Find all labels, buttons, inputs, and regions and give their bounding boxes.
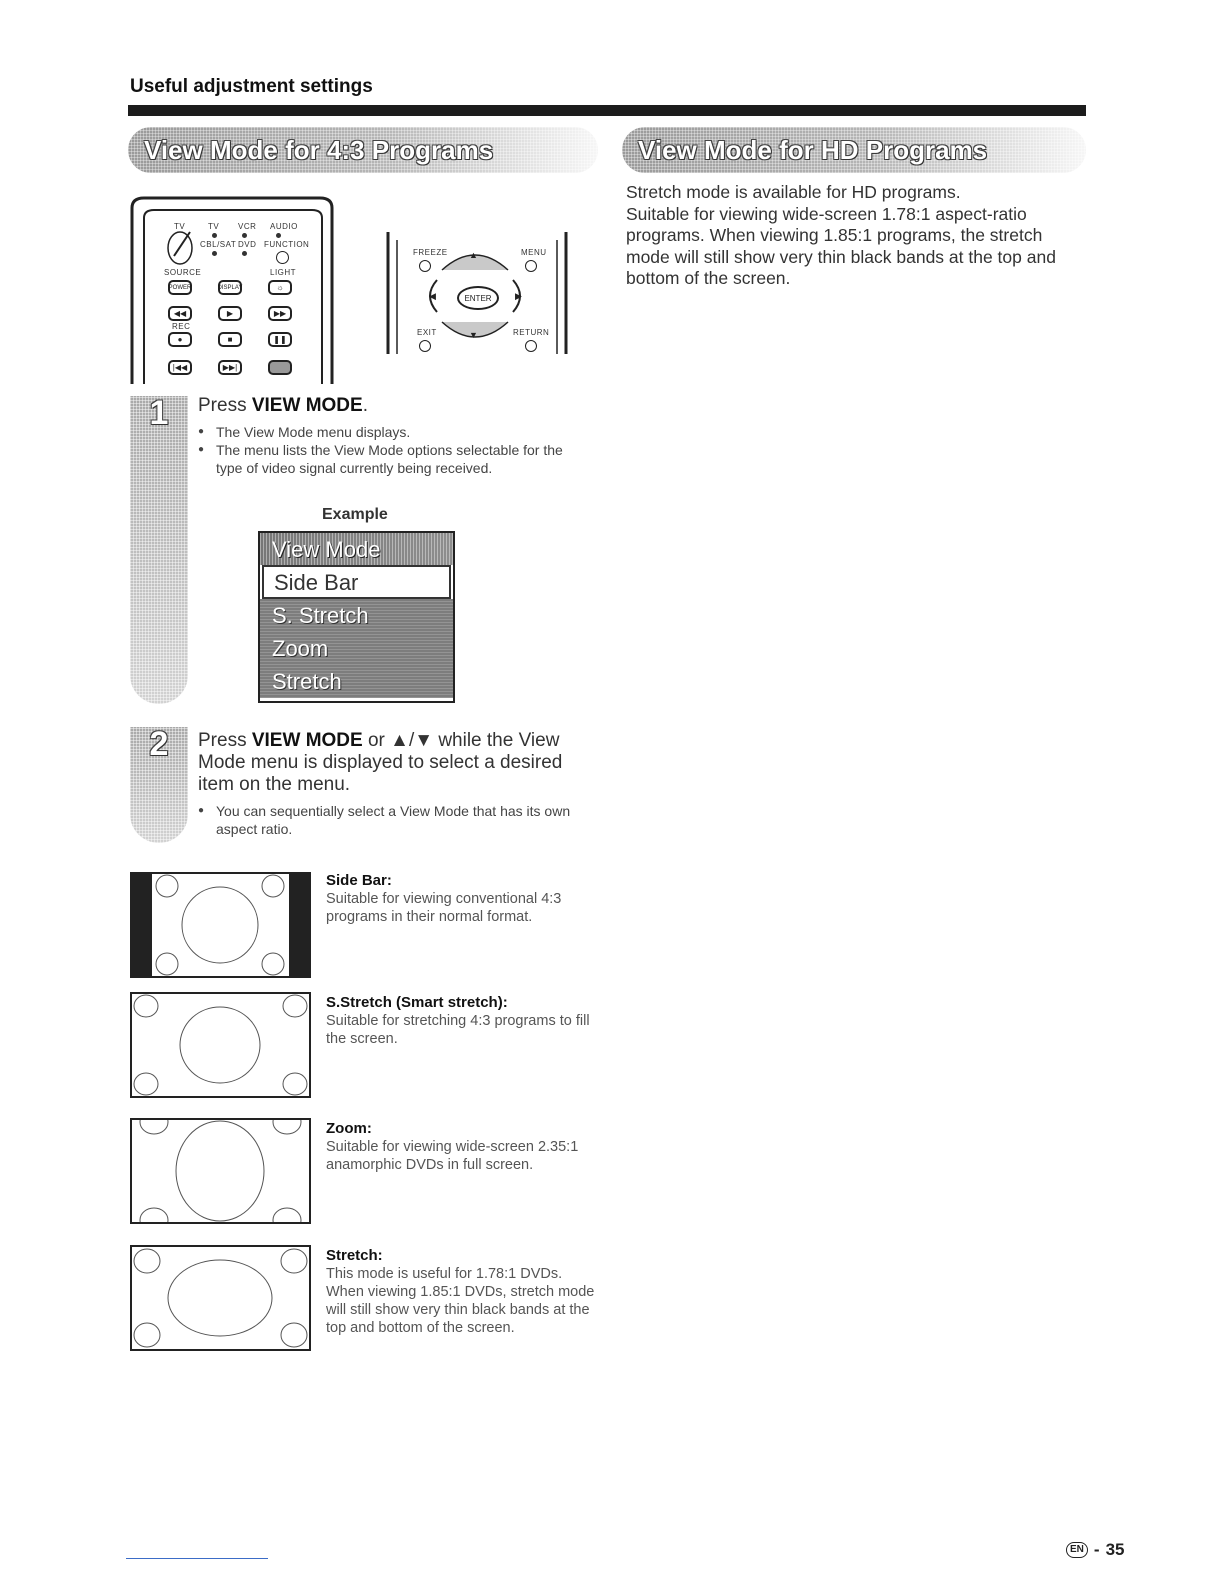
arrow-right-icon[interactable]: ▶ <box>515 291 522 301</box>
s-stretch-description <box>326 994 596 1048</box>
light-button[interactable] <box>268 280 292 295</box>
stop-button[interactable] <box>218 332 242 347</box>
step-1-suffix: . <box>362 395 368 416</box>
display-button[interactable]: DISPLAY <box>218 280 242 295</box>
skip-forward-button[interactable] <box>218 360 242 375</box>
play-icon: ▶ <box>226 309 234 318</box>
header-rule <box>128 105 1086 116</box>
stretch-description <box>326 1247 596 1337</box>
step-2-number: 2 <box>149 725 169 763</box>
fast-forward-icon: ▶▶ <box>273 309 287 318</box>
pause-button[interactable] <box>268 332 292 347</box>
step-1-content <box>198 395 588 477</box>
pause-icon: ❚❚ <box>273 335 287 344</box>
stop-icon: ■ <box>227 335 233 344</box>
step-2-tab <box>130 727 188 843</box>
example-label: Example <box>322 506 388 523</box>
side-bar-diagram <box>132 874 309 976</box>
indicator-dot <box>242 233 247 238</box>
banner-4-3-programs <box>128 127 598 173</box>
view-mode-menu <box>258 531 455 703</box>
page-number-value: 35 <box>1105 1540 1125 1559</box>
enter-button[interactable]: ENTER <box>457 286 499 310</box>
banner-hd-programs <box>622 127 1086 173</box>
list-item: ● You can sequentially select a View Mode that has its own aspect ratio. <box>198 802 588 838</box>
list-item: ● The menu lists the View Mode options selectable for the type of video signal currently being received. <box>198 441 588 477</box>
list-item: ● The View Mode menu displays. <box>198 423 588 441</box>
function-button[interactable] <box>276 251 289 264</box>
menu-item-stretch[interactable]: Stretch <box>260 665 453 698</box>
mode-text-stretch-2: When viewing 1.85:1 DVDs, stretch mode will still show very thin black bands at the top and bottom of the screen. <box>326 1284 595 1336</box>
return-button[interactable] <box>525 340 537 352</box>
step-2-rest: or ▲/▼ while the View Mode menu is displayed to select a desired item on the menu. <box>198 730 563 795</box>
banner-4-3-title: View Mode for 4:3 Programs <box>144 134 494 165</box>
mode-text-stretch: This mode is useful for 1.78:1 DVDs. <box>326 1266 563 1282</box>
step-2-heading <box>198 730 588 796</box>
language-badge: EN <box>1066 1542 1088 1558</box>
step-1-heading <box>198 395 588 417</box>
rewind-icon: ◀◀ <box>173 309 187 318</box>
mode-title-zoom: Zoom: <box>326 1120 372 1137</box>
step-1-tab <box>130 396 188 704</box>
record-icon: ● <box>177 335 183 344</box>
remote-label-dvd: DVD <box>238 240 257 249</box>
fast-forward-button[interactable] <box>268 306 292 321</box>
side-bar-description <box>326 872 596 926</box>
exit-button[interactable] <box>419 340 431 352</box>
step-2-bullets <box>198 802 588 838</box>
zoom-description <box>326 1120 596 1174</box>
play-button[interactable] <box>218 306 242 321</box>
light-icon: ☼ <box>276 283 284 292</box>
skip-back-icon: |◀◀ <box>172 363 188 372</box>
rewind-button[interactable] <box>168 306 192 321</box>
remote-label-vcr: VCR <box>238 222 257 231</box>
remote-label-return: RETURN <box>513 328 550 337</box>
mode-title-side-bar: Side Bar: <box>326 872 392 889</box>
page-number-separator: - <box>1093 1540 1100 1559</box>
remote-label-function: FUNCTION <box>264 240 310 249</box>
skip-forward-icon: ▶▶| <box>222 363 238 372</box>
step-2-prefix: Press <box>198 730 252 751</box>
mode-text-s-stretch: Suitable for stretching 4:3 programs to fill the screen. <box>326 1013 590 1047</box>
mode-title-stretch: Stretch: <box>326 1247 383 1264</box>
freeze-button[interactable] <box>419 260 431 272</box>
hd-line-2: Suitable for viewing wide-screen 1.78:1 aspect-ratio programs. When viewing 1.85:1 programs, the stretch mode will still show very thin black bands at the top and bottom of the screen. <box>626 203 1056 288</box>
menu-item-s-stretch[interactable]: S. Stretch <box>260 599 453 632</box>
hd-description <box>626 182 1086 290</box>
zoom-diagram <box>132 1120 309 1222</box>
record-button[interactable] <box>168 332 192 347</box>
power-button[interactable]: POWER <box>168 280 192 295</box>
remote-label-menu: MENU <box>521 248 547 257</box>
remote-label-freeze: FREEZE <box>413 248 448 257</box>
menu-button[interactable] <box>525 260 537 272</box>
step-1-number: 1 <box>149 394 169 432</box>
remote-label-tv2: TV <box>208 222 220 231</box>
remote-label-source: SOURCE <box>164 268 202 277</box>
menu-item-side-bar[interactable]: Side Bar <box>262 565 451 599</box>
s-stretch-diagram <box>132 994 309 1096</box>
stretch-diagram <box>132 1247 309 1349</box>
remote-label-audio: AUDIO <box>270 222 298 231</box>
stretch-illustration <box>130 1245 311 1351</box>
indicator-dot <box>212 251 217 256</box>
zoom-illustration <box>130 1118 311 1224</box>
indicator-dot <box>212 233 217 238</box>
remote-label-exit: EXIT <box>417 328 437 337</box>
step-2-content <box>198 730 588 838</box>
remote-label-tv1: TV <box>174 222 186 231</box>
banner-hd-title: View Mode for HD Programs <box>638 134 988 165</box>
menu-title: View Mode <box>260 533 453 565</box>
menu-item-zoom[interactable]: Zoom <box>260 632 453 665</box>
arrow-down-icon[interactable]: ▼ <box>469 330 478 340</box>
side-bar-illustration <box>130 872 311 978</box>
footer-rule <box>126 1558 268 1559</box>
view-mode-keyword: VIEW MODE <box>251 730 363 751</box>
arrow-left-icon[interactable]: ◀ <box>429 291 436 301</box>
mode-title-s-stretch: S.Stretch (Smart stretch): <box>326 994 508 1011</box>
remote-label-light: LIGHT <box>270 268 297 277</box>
indicator-dot <box>242 251 247 256</box>
remote-illustration-left <box>130 196 335 384</box>
step-1-prefix: Press <box>198 395 252 416</box>
remote-label-rec: REC <box>172 322 191 331</box>
pen-icon <box>166 226 200 266</box>
remote-label-cbl-sat: CBL/SAT <box>200 240 237 249</box>
remote-illustration-right <box>385 230 570 356</box>
skip-back-button[interactable] <box>168 360 192 375</box>
mode-text-side-bar: Suitable for viewing conventional 4:3 programs in their normal format. <box>326 891 562 925</box>
arrow-up-icon[interactable]: ▲ <box>469 250 478 260</box>
step-1-bullets <box>198 423 588 477</box>
mode-text-zoom: Suitable for viewing wide-screen 2.35:1 anamorphic DVDs in full screen. <box>326 1139 579 1173</box>
page-number <box>1066 1540 1125 1560</box>
section-title: Useful adjustment settings <box>130 76 373 97</box>
hd-line-1: Stretch mode is available for HD programs. <box>626 182 961 202</box>
view-mode-button[interactable] <box>268 360 292 375</box>
indicator-dot <box>276 233 281 238</box>
s-stretch-illustration <box>130 992 311 1098</box>
view-mode-keyword: VIEW MODE <box>251 395 363 416</box>
